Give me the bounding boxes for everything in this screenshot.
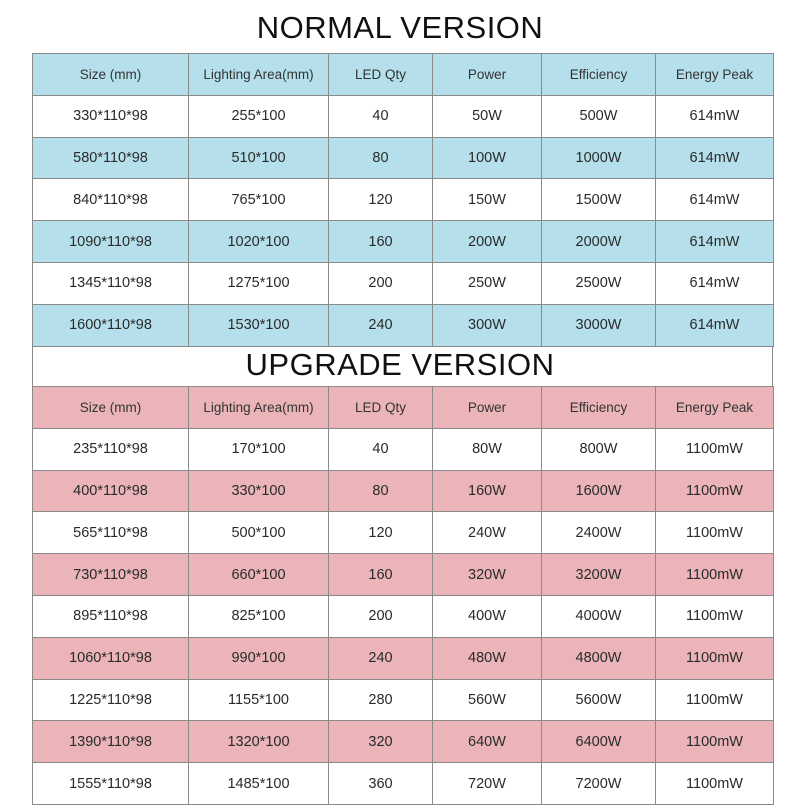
table-cell: 1225*110*98 xyxy=(33,679,189,721)
table-cell: 614mW xyxy=(656,137,774,179)
table-row xyxy=(33,95,774,137)
table-cell: 1600W xyxy=(542,470,656,512)
table-cell: 40 xyxy=(329,95,433,137)
table-row xyxy=(33,221,774,263)
column-header: Energy Peak xyxy=(656,387,774,429)
table-cell: 1345*110*98 xyxy=(33,262,189,304)
table-cell: 1530*100 xyxy=(189,304,329,346)
table-cell: 80W xyxy=(433,428,542,470)
table-cell: 80 xyxy=(329,137,433,179)
table-cell: 160W xyxy=(433,470,542,512)
table-cell: 1100mW xyxy=(656,554,774,596)
table-cell: 1390*110*98 xyxy=(33,721,189,763)
upgrade-version-table xyxy=(32,386,774,805)
table-cell: 895*110*98 xyxy=(33,595,189,637)
table-row xyxy=(33,721,774,763)
table-cell: 1100mW xyxy=(656,763,774,805)
table-cell: 320 xyxy=(329,721,433,763)
header-row xyxy=(33,387,774,429)
table-cell: 400*110*98 xyxy=(33,470,189,512)
table-cell: 1000W xyxy=(542,137,656,179)
table-cell: 6400W xyxy=(542,721,656,763)
table-cell: 990*100 xyxy=(189,637,329,679)
table-cell: 565*110*98 xyxy=(33,512,189,554)
normal-version-table xyxy=(32,53,774,347)
table-cell: 1500W xyxy=(542,179,656,221)
table-cell: 614mW xyxy=(656,304,774,346)
table-row xyxy=(33,179,774,221)
table-cell: 280 xyxy=(329,679,433,721)
table-cell: 800W xyxy=(542,428,656,470)
column-header: Size (mm) xyxy=(33,54,189,96)
column-header: Power xyxy=(433,54,542,96)
table-cell: 240 xyxy=(329,637,433,679)
table-cell: 240 xyxy=(329,304,433,346)
table-cell: 160 xyxy=(329,221,433,263)
table-cell: 1320*100 xyxy=(189,721,329,763)
table-cell: 5600W xyxy=(542,679,656,721)
column-header: Energy Peak xyxy=(656,54,774,96)
table-cell: 300W xyxy=(433,304,542,346)
column-header: Power xyxy=(433,387,542,429)
table-cell: 3000W xyxy=(542,304,656,346)
table-cell: 50W xyxy=(433,95,542,137)
upgrade-version-title: UPGRADE VERSION xyxy=(245,347,555,382)
table-cell: 614mW xyxy=(656,262,774,304)
table-cell: 765*100 xyxy=(189,179,329,221)
table-row xyxy=(33,137,774,179)
table-cell: 640W xyxy=(433,721,542,763)
table-cell: 1485*100 xyxy=(189,763,329,805)
table-cell: 40 xyxy=(329,428,433,470)
table-cell: 1100mW xyxy=(656,595,774,637)
table-cell: 4800W xyxy=(542,637,656,679)
table-cell: 330*110*98 xyxy=(33,95,189,137)
table-row xyxy=(33,304,774,346)
table-cell: 825*100 xyxy=(189,595,329,637)
table-cell: 1100mW xyxy=(656,721,774,763)
table-cell: 400W xyxy=(433,595,542,637)
column-header: Efficiency xyxy=(542,54,656,96)
table-cell: 330*100 xyxy=(189,470,329,512)
table-row xyxy=(33,637,774,679)
table-cell: 2500W xyxy=(542,262,656,304)
table-cell: 614mW xyxy=(656,95,774,137)
table-cell: 255*100 xyxy=(189,95,329,137)
table-cell: 240W xyxy=(433,512,542,554)
table-cell: 4000W xyxy=(542,595,656,637)
table-cell: 200 xyxy=(329,262,433,304)
table-cell: 1155*100 xyxy=(189,679,329,721)
table-cell: 1100mW xyxy=(656,428,774,470)
table-cell: 1090*110*98 xyxy=(33,221,189,263)
table-cell: 500W xyxy=(542,95,656,137)
table-cell: 1100mW xyxy=(656,637,774,679)
table-cell: 2400W xyxy=(542,512,656,554)
table-row xyxy=(33,262,774,304)
column-header: Lighting Area(mm) xyxy=(189,54,329,96)
table-row xyxy=(33,554,774,596)
table-cell: 510*100 xyxy=(189,137,329,179)
table-cell: 360 xyxy=(329,763,433,805)
normal-table-body xyxy=(33,54,774,347)
table-cell: 500*100 xyxy=(189,512,329,554)
table-cell: 560W xyxy=(433,679,542,721)
table-cell: 1600*110*98 xyxy=(33,304,189,346)
table-cell: 150W xyxy=(433,179,542,221)
table-row xyxy=(33,512,774,554)
table-row xyxy=(33,763,774,805)
table-cell: 160 xyxy=(329,554,433,596)
table-cell: 80 xyxy=(329,470,433,512)
table-row xyxy=(33,595,774,637)
header-row xyxy=(33,54,774,96)
table-cell: 7200W xyxy=(542,763,656,805)
table-cell: 100W xyxy=(433,137,542,179)
table-cell: 720W xyxy=(433,763,542,805)
table-cell: 235*110*98 xyxy=(33,428,189,470)
table-cell: 580*110*98 xyxy=(33,137,189,179)
table-cell: 170*100 xyxy=(189,428,329,470)
table-cell: 614mW xyxy=(656,221,774,263)
table-cell: 3200W xyxy=(542,554,656,596)
column-header: Lighting Area(mm) xyxy=(189,387,329,429)
table-cell: 120 xyxy=(329,512,433,554)
normal-version-title: NORMAL VERSION xyxy=(256,10,544,45)
table-row xyxy=(33,679,774,721)
table-cell: 200W xyxy=(433,221,542,263)
table-cell: 1020*100 xyxy=(189,221,329,263)
table-cell: 1100mW xyxy=(656,679,774,721)
table-cell: 660*100 xyxy=(189,554,329,596)
table-cell: 1275*100 xyxy=(189,262,329,304)
table-row xyxy=(33,428,774,470)
table-cell: 1555*110*98 xyxy=(33,763,189,805)
table-cell: 614mW xyxy=(656,179,774,221)
table-cell: 320W xyxy=(433,554,542,596)
column-header: LED Qty xyxy=(329,54,433,96)
table-cell: 1100mW xyxy=(656,470,774,512)
column-header: Size (mm) xyxy=(33,387,189,429)
table-row xyxy=(33,470,774,512)
table-cell: 840*110*98 xyxy=(33,179,189,221)
table-cell: 2000W xyxy=(542,221,656,263)
table-cell: 730*110*98 xyxy=(33,554,189,596)
column-header: LED Qty xyxy=(329,387,433,429)
column-header: Efficiency xyxy=(542,387,656,429)
upgrade-table-body xyxy=(33,387,774,805)
table-cell: 480W xyxy=(433,637,542,679)
table-cell: 1060*110*98 xyxy=(33,637,189,679)
table-cell: 200 xyxy=(329,595,433,637)
table-cell: 250W xyxy=(433,262,542,304)
table-cell: 1100mW xyxy=(656,512,774,554)
table-cell: 120 xyxy=(329,179,433,221)
